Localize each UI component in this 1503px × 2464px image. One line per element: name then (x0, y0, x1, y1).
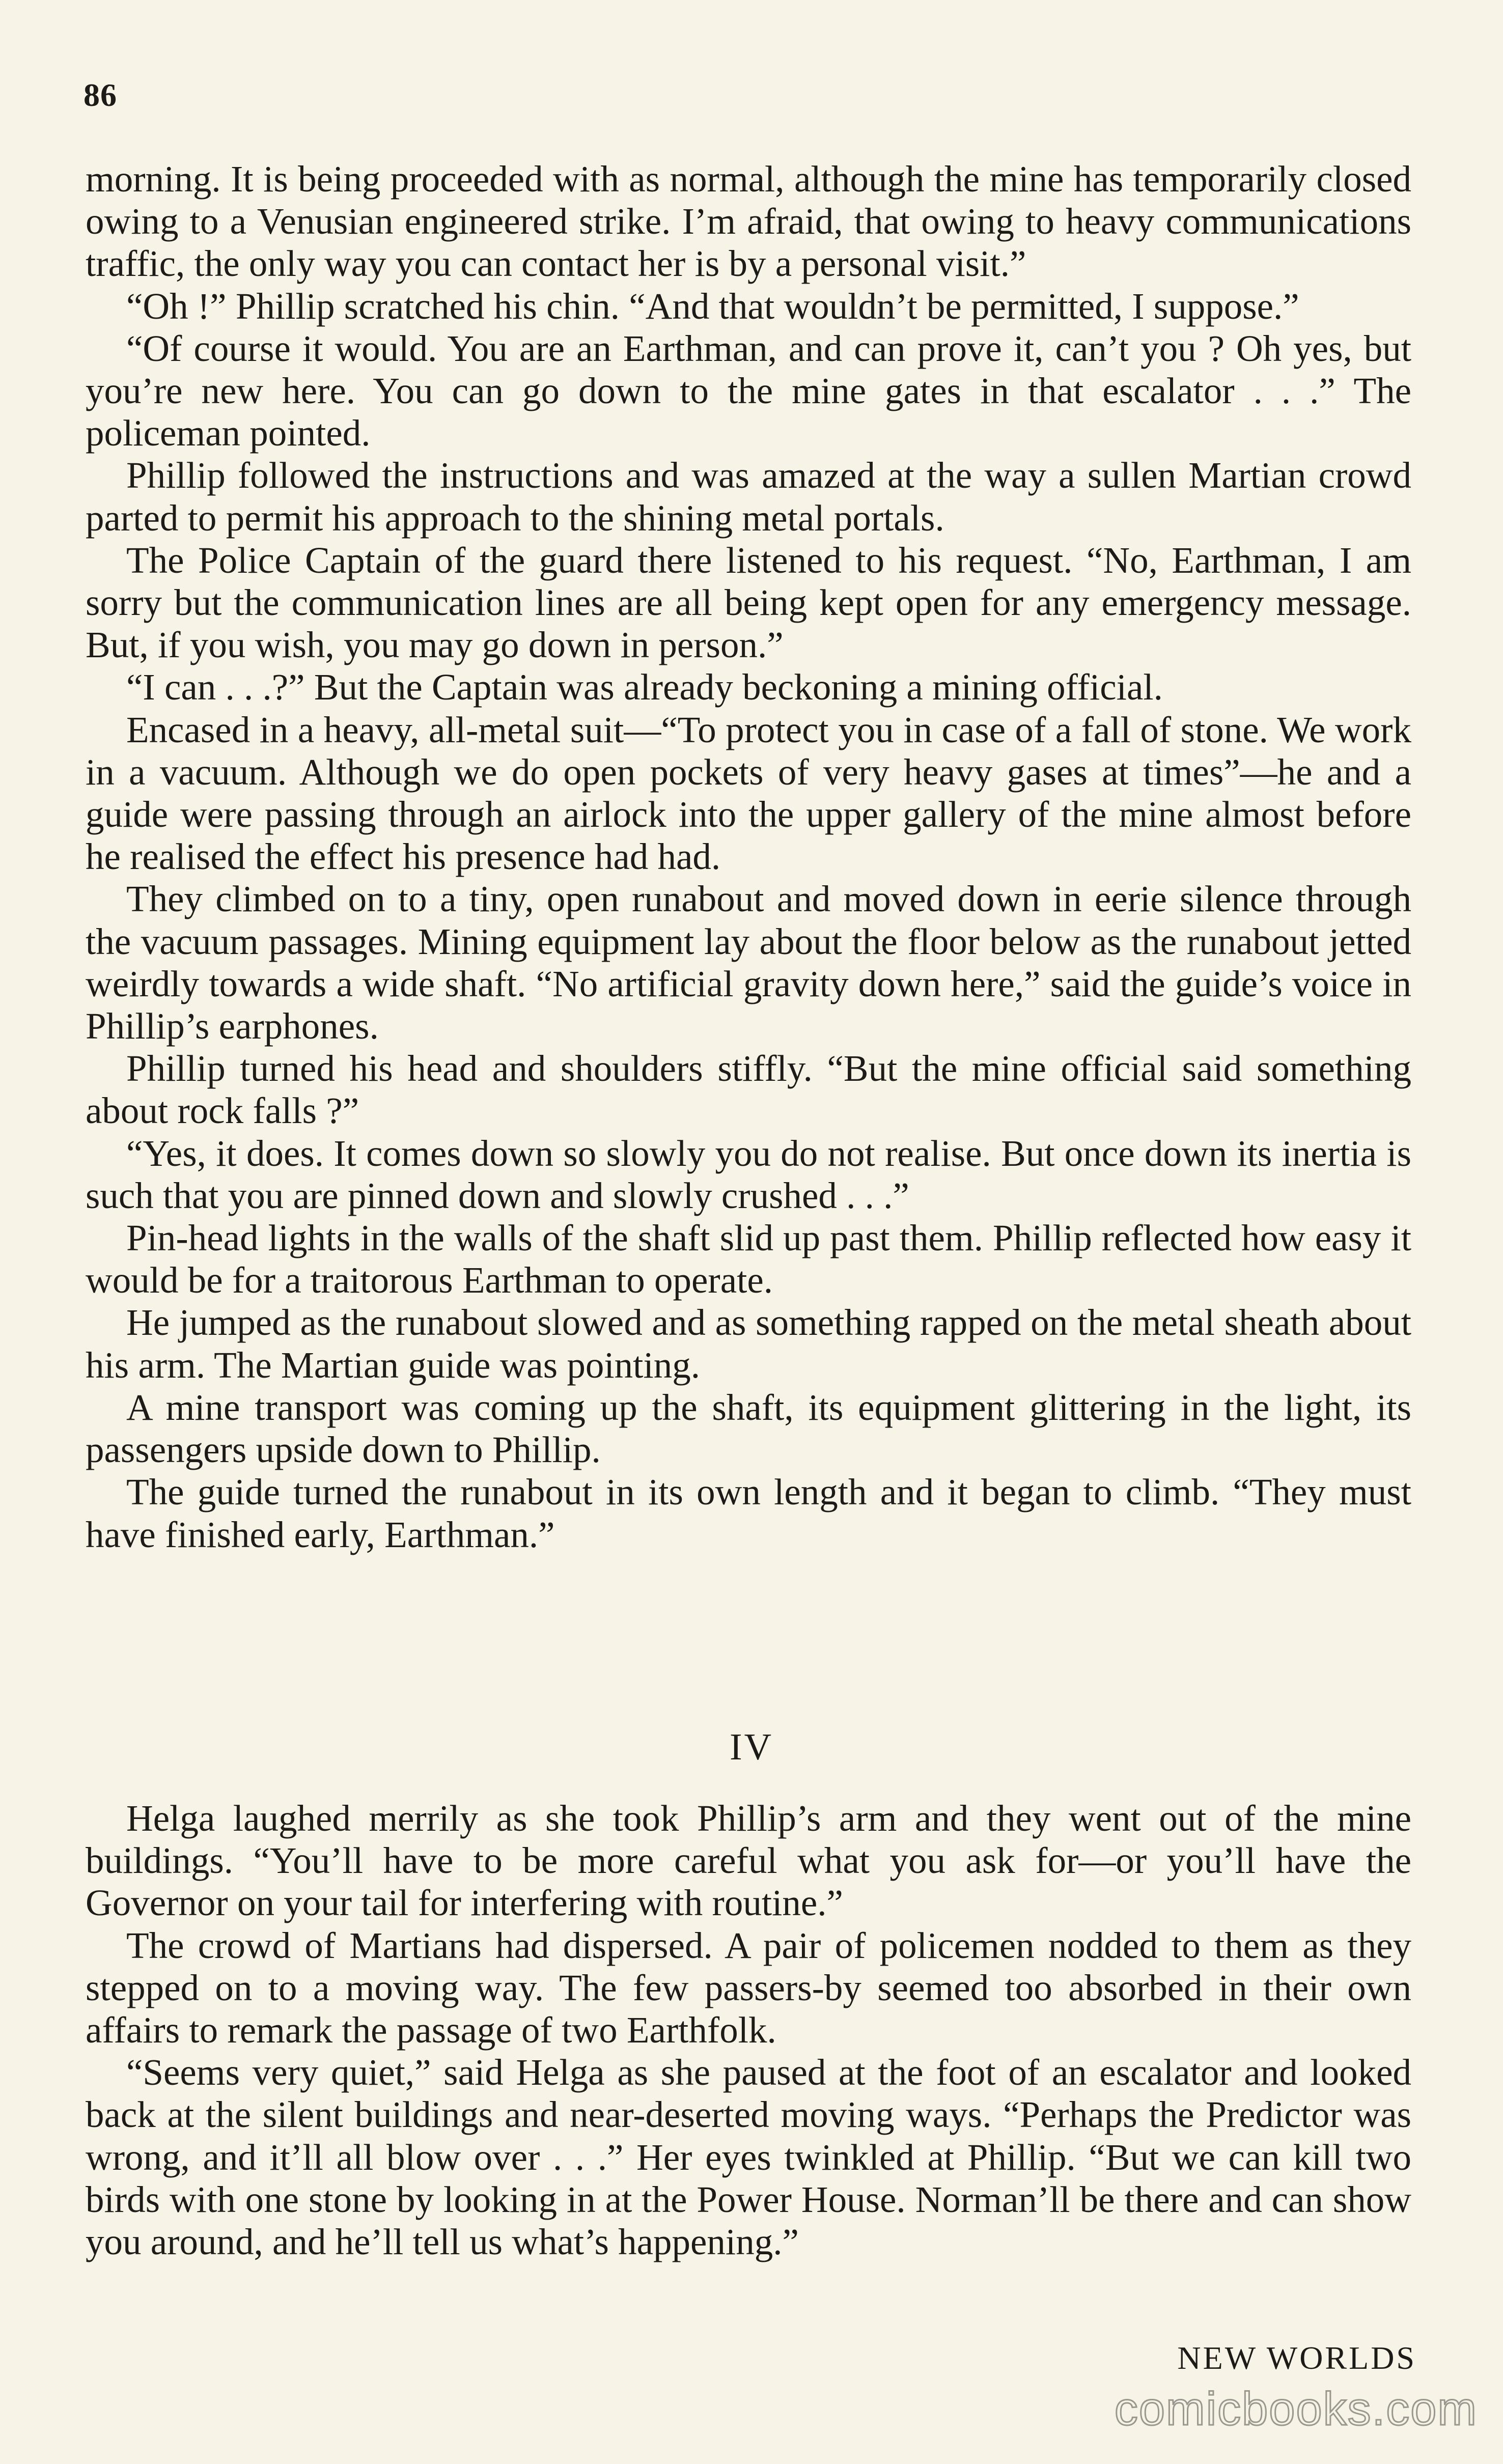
watermark: comicbooks.com (1114, 2383, 1478, 2435)
paragraph: Helga laughed merrily as she took Phillip’s arm and they went out of the mine buildings. “You’ll have to be more careful what you ask for—or you’ll have the Governor on your tail for interfering with routine.” (86, 1798, 1411, 1924)
paragraph: “Oh !” Phillip scratched his chin. “And that wouldn’t be permitted, I suppose.” (126, 285, 1299, 327)
paragraph: “Seems very quiet,” said Helga as she paused at the foot of an escalator and looked back at the silent buildings and near-deserted moving ways. “Perhaps the Predictor was wrong, and it’ll all blow over . . .” Her eyes twinkled at Phillip. “But we can kill two birds with one stone by looking in at the Power House. Norman’ll be there and can show you around, and he’ll tell us what’s happening.” (86, 2052, 1411, 2263)
paragraph: “Yes, it does. It comes down so slowly you do not realise. But once down its inertia is such that you are pinned down and slowly crushed . . .” (86, 1132, 1411, 1216)
paragraph: Phillip turned his head and shoulders stiffly. “But the mine official said something about rock falls ?” (86, 1048, 1411, 1132)
paragraph: “I can . . .?” But the Captain was already beckoning a mining official. (126, 666, 1163, 708)
story-text-before (86, 158, 1411, 1556)
paragraph: Pin-head lights in the walls of the shaft slid up past them. Phillip reflected how easy it would be for a traitorous Earthman to operate. (86, 1217, 1411, 1301)
paragraph: The Police Captain of the guard there listened to his request. “No, Earthman, I am sorry but the communication lines are all being kept open for any emergency message. But, if you wish, you may go down in person.” (86, 539, 1411, 666)
paragraph: They climbed on to a tiny, open runabout and moved down in eerie silence through the vacuum passages. Mining equipment lay about the floor below as the runabout jetted weirdly towards a wide shaft. “No artificial gravity down here,” said the guide’s voice in Phillip’s earphones. (86, 878, 1411, 1047)
paragraph: “Of course it would. You are an Earthman, and can prove it, can’t you ? Oh yes, but you’re new here. You can go down to the mine gates in that escalator . . .” The policeman pointed. (86, 327, 1411, 454)
paragraph: A mine transport was coming up the shaft, its equipment glittering in the light, its passengers upside down to Phillip. (86, 1386, 1411, 1471)
paragraph: Encased in a heavy, all-metal suit—“To protect you in case of a fall of stone. We work in a vacuum. Although we do open pockets of very heavy gases at times”—he and a guide were passing through an airlock into the upper gallery of the mine almost before he realised the effect his presence had had. (86, 709, 1411, 878)
paragraph: morning. It is being proceeded with as normal, although the mine has temporarily closed owing to a Venusian engineered strike. I’m afraid, that owing to heavy communications traffic, the only way you can contact her is by a personal visit.” (86, 158, 1411, 285)
story-text-after (86, 1797, 1411, 2263)
paragraph: Phillip followed the instructions and was amazed at the way a sullen Martian crowd parted to permit his approach to the shining metal portals. (86, 455, 1411, 539)
magazine-footer: NEW WORLDS (1177, 2340, 1416, 2376)
page-number: 86 (84, 77, 117, 113)
paragraph: He jumped as the runabout slowed and as something rapped on the metal sheath about his arm. The Martian guide was pointing. (86, 1302, 1411, 1386)
paragraph: The guide turned the runabout in its own length and it began to climb. “They must have finished early, Earthman.” (86, 1471, 1411, 1555)
paragraph: The crowd of Martians had dispersed. A pair of policemen nodded to them as they stepped on to a moving way. The few passers-by seemed too absorbed in their own affairs to remark the passage of two Earthfolk. (86, 1924, 1411, 2051)
section-heading: IV (729, 1726, 774, 1768)
